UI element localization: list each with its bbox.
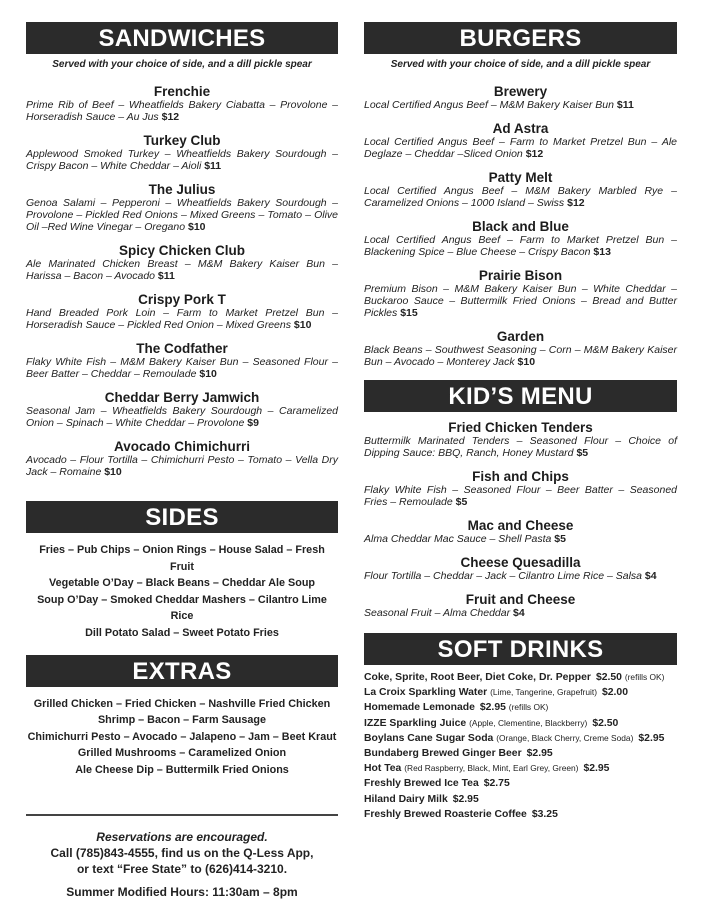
item-ingredients: Local Certified Angus Beef – Farm to Market Pretzel Bun – Ale Deglaze – Cheddar –Sliced Onion: [364, 136, 677, 160]
menu-item: [26, 243, 338, 282]
item-price: $4: [644, 570, 657, 582]
kids-list: [364, 420, 677, 619]
item-name: Frenchie: [153, 84, 211, 99]
item-ingredients: Local Certified Angus Beef – M&M Bakery Kaiser Bun: [364, 99, 614, 111]
menu-item: [26, 84, 338, 123]
sandwiches-subtitle: Served with your choice of side, and a dill pickle spear: [52, 59, 312, 70]
menu-item: [364, 592, 677, 619]
item-description: [26, 99, 338, 123]
item-description: [26, 454, 338, 478]
item-price: $12: [567, 197, 585, 209]
item-name: Spicy Chicken Club: [118, 243, 246, 258]
menu-item: [26, 439, 338, 478]
menu-item: [364, 268, 677, 319]
item-name: Turkey Club: [143, 133, 221, 148]
list-line: Chimichurri Pesto – Avocado – Jalapeno – Jam – Beet Kraut: [27, 730, 337, 743]
drink-price: $2.95: [583, 763, 610, 775]
drink-name: La Croix Sparkling Water: [364, 687, 488, 699]
burgers-subtitle: Served with your choice of side, and a dill pickle spear: [390, 59, 651, 70]
menu-item: [364, 84, 677, 111]
item-name: Ad Astra: [492, 121, 549, 136]
item-price: $13: [593, 246, 611, 258]
item-ingredients: Applewood Smoked Turkey – Wheatfields Bakery Sourdough – Crispy Bacon – White Cheddar – Aioli: [26, 148, 338, 172]
menu-item: [26, 133, 338, 172]
soft-drinks-header: SOFT DRINKS: [364, 633, 677, 665]
footer: [26, 829, 338, 900]
item-ingredients: Premium Bison – M&M Bakery Kaiser Bun – White Cheddar – Buckaroo Sauce – Buttermilk Fried Onions – Bread and Butter Pickles: [364, 283, 677, 319]
menu-item: [364, 469, 677, 508]
hours-note: Summer Modified Hours: 11:30am – 8pm: [66, 885, 298, 899]
item-description: [364, 607, 677, 619]
item-price: $5: [455, 496, 468, 508]
drink-note: (Apple, Clementine, Blackberry): [469, 717, 588, 728]
menu-item: [26, 390, 338, 429]
item-ingredients: Seasonal Jam – Wheatfields Bakery Sourdough – Caramelized Onion – Spinach – White Cheddar – Provolone: [26, 405, 338, 429]
list-line: Grilled Mushrooms – Caramelized Onion: [77, 747, 287, 760]
drink-note: (Red Raspberry, Black, Mint, Earl Grey, Green): [404, 763, 579, 774]
drink-item: [364, 792, 677, 807]
drinks-list: [364, 670, 677, 822]
drink-item: [364, 731, 677, 746]
menu-item: [364, 170, 677, 209]
drink-price: $2.95: [638, 732, 665, 744]
item-description: [364, 570, 677, 582]
drink-item: [364, 670, 677, 685]
drink-name: Bundaberg Brewed Ginger Beer: [364, 748, 522, 760]
item-price: $10: [293, 319, 312, 331]
list-line: Vegetable O’Day – Black Beans – Cheddar Ale Soup: [48, 577, 316, 590]
item-description: [26, 405, 338, 429]
menu-item: [364, 420, 677, 459]
item-price: $12: [161, 111, 180, 123]
menu-item: [26, 182, 338, 233]
contact-line-1: Call (785)843-4555, find us on the Q-Less App,: [50, 846, 314, 860]
item-description: [364, 484, 677, 508]
extras-list: [26, 696, 338, 779]
item-description: [364, 283, 677, 319]
drink-item: [364, 776, 677, 791]
drink-name: Hiland Dairy Milk: [364, 793, 448, 805]
item-price: $10: [104, 466, 122, 478]
sides-list: [26, 542, 338, 642]
item-price: $10: [199, 368, 217, 380]
menu-item: [364, 329, 677, 368]
item-description: [364, 185, 677, 209]
item-name: Fruit and Cheese: [465, 592, 576, 607]
item-description: [26, 258, 338, 282]
item-name: Fish and Chips: [472, 469, 569, 484]
item-name: Fried Chicken Tenders: [448, 420, 593, 435]
list-line: Shrimp – Bacon – Farm Sausage: [97, 714, 266, 727]
menu-item: [26, 341, 338, 380]
left-column: [26, 22, 338, 779]
item-price: $11: [616, 99, 634, 111]
item-ingredients: Local Certified Angus Beef – Farm to Market Pretzel Bun – Blackening Spice – Blue Cheese – Crispy Bacon: [364, 234, 677, 258]
footer-divider: [26, 814, 338, 816]
item-ingredients: Black Beans – Southwest Seasoning – Corn – M&M Bakery Kaiser Bun – Avocado – Monterey Jack: [364, 344, 677, 368]
drink-item: [364, 685, 677, 700]
item-name: Garden: [496, 329, 545, 344]
menu-item: [364, 219, 677, 258]
item-ingredients: Alma Cheddar Mac Sauce – Shell Pasta: [364, 533, 552, 545]
item-name: The Codfather: [136, 341, 228, 356]
item-price: $5: [554, 533, 566, 545]
item-description: [364, 533, 677, 545]
right-column: [364, 22, 677, 822]
reservations-note: Reservations are encouraged.: [96, 830, 268, 844]
drink-name: Boylans Cane Sugar Soda: [364, 732, 494, 744]
drink-name: Homemade Lemonade: [364, 702, 475, 714]
item-description: [26, 148, 338, 172]
sides-header: SIDES: [26, 501, 338, 533]
sandwiches-header: SANDWICHES: [26, 22, 338, 54]
sandwich-list: [26, 84, 338, 478]
drink-note: (Orange, Black Cherry, Creme Soda): [496, 732, 634, 743]
item-ingredients: Prime Rib of Beef – Wheatfields Bakery Ciabatta – Provolone – Horseradish Sauce – Au Jus: [26, 99, 338, 123]
drink-item: [364, 761, 677, 776]
menu-item: [364, 121, 677, 160]
list-line: Fries – Pub Chips – Onion Rings – House Salad – Fresh Fruit: [39, 544, 325, 573]
item-name: Cheddar Berry Jamwich: [104, 390, 260, 405]
drink-price: $2.95: [479, 702, 506, 714]
item-ingredients: Flaky White Fish – Seasoned Flour – Beer Batter – Seasoned Fries – Remoulade: [364, 484, 677, 508]
menu-item: [364, 518, 677, 545]
item-name: Prairie Bison: [478, 268, 563, 283]
menu-item: [364, 555, 677, 582]
drink-item: [364, 807, 677, 822]
drink-item: [364, 700, 677, 715]
item-price: $5: [576, 447, 589, 459]
burgers-header: BURGERS: [364, 22, 677, 54]
drink-name: Freshly Brewed Ice Tea: [364, 778, 479, 790]
item-ingredients: Flaky White Fish – M&M Bakery Kaiser Bun – Seasoned Flour – Beer Batter – Cheddar – Remoulade: [26, 356, 338, 380]
item-price: $15: [400, 307, 418, 319]
item-description: [364, 344, 677, 368]
item-name: Black and Blue: [472, 219, 569, 234]
drink-price: $2.00: [601, 687, 628, 699]
list-line: Soup O’Day – Smoked Cheddar Mashers – Cilantro Lime Rice: [37, 593, 327, 623]
extras-header: EXTRAS: [26, 655, 338, 687]
item-description: [26, 197, 338, 233]
item-ingredients: Flour Tortilla – Cheddar – Jack – Cilantro Lime Rice – Salsa: [364, 570, 642, 582]
drink-price: $2.95: [526, 748, 553, 760]
item-ingredients: Genoa Salami – Pepperoni – Wheatfields Bakery Sourdough – Provolone – Pickled Red Onions – Mixed Greens – Tomato – Olive Oil –Red Wine Vinegar – Oregano: [26, 197, 338, 233]
item-name: Cheese Quesadilla: [460, 555, 581, 570]
drink-note: (Lime, Tangerine, Grapefruit): [490, 687, 597, 698]
drink-price: $2.50: [595, 672, 622, 683]
item-ingredients: Hand Breaded Pork Loin – Farm to Market Pretzel Bun – Horseradish Sauce – Pickled Red Onion – Mixed Greens: [26, 307, 338, 331]
menu-item: [26, 292, 338, 331]
item-price: $11: [157, 270, 175, 282]
item-price: $11: [204, 160, 222, 172]
drink-price: $2.95: [452, 793, 479, 805]
item-description: [364, 99, 677, 111]
drink-price: $3.25: [531, 808, 558, 820]
drink-note: (refills OK): [508, 702, 549, 713]
item-price: $9: [247, 417, 259, 429]
contact-line-2: or text “Free State” to (626)414-3210.: [76, 862, 288, 876]
item-description: [364, 234, 677, 258]
item-ingredients: Seasonal Fruit – Alma Cheddar: [364, 607, 511, 619]
item-name: Crispy Pork T: [138, 292, 226, 307]
item-ingredients: Local Certified Angus Beef – M&M Bakery Marbled Rye – Caramelized Onions – 1000 Island – Swiss: [364, 185, 677, 209]
item-description: [26, 356, 338, 380]
item-ingredients: Avocado – Flour Tortilla – Chimichurri Pesto – Tomato – Vella Dry Jack – Romaine: [26, 454, 338, 478]
list-line: Dill Potato Salad – Sweet Potato Fries: [85, 626, 279, 639]
drink-note: (refills OK): [624, 672, 665, 682]
item-name: The Julius: [148, 182, 216, 197]
list-line: Ale Cheese Dip – Buttermilk Fried Onions: [75, 763, 289, 776]
item-description: [364, 136, 677, 160]
item-price: $12: [525, 148, 544, 160]
item-ingredients: Buttermilk Marinated Tenders – Seasoned Flour – Choice of Dipping Sauce: BBQ, Ranch, Honey Mustard: [364, 435, 677, 459]
item-price: $10: [187, 221, 206, 233]
drink-item: [364, 746, 677, 761]
item-ingredients: Ale Marinated Chicken Breast – M&M Bakery Kaiser Bun – Harissa – Bacon – Avocado: [26, 258, 338, 282]
item-description: [364, 435, 677, 459]
item-name: Mac and Cheese: [467, 518, 574, 533]
item-price: $4: [513, 607, 525, 619]
drink-name: Freshly Brewed Roasterie Coffee: [364, 808, 527, 820]
drink-price: $2.50: [592, 717, 619, 729]
kids-menu-header: KID’S MENU: [364, 380, 677, 412]
item-name: Brewery: [493, 84, 548, 99]
drink-price: $2.75: [483, 778, 510, 790]
burger-list: [364, 84, 677, 368]
item-name: Patty Melt: [488, 170, 553, 185]
list-line: Grilled Chicken – Fried Chicken – Nashville Fried Chicken: [33, 697, 331, 710]
drink-item: [364, 716, 677, 731]
drink-name: Coke, Sprite, Root Beer, Diet Coke, Dr. Pepper: [364, 672, 591, 683]
drink-name: Hot Tea: [364, 763, 402, 775]
item-price: $10: [517, 356, 536, 368]
drink-name: IZZE Sparkling Juice: [364, 717, 467, 729]
item-description: [26, 307, 338, 331]
item-name: Avocado Chimichurri: [113, 439, 251, 454]
